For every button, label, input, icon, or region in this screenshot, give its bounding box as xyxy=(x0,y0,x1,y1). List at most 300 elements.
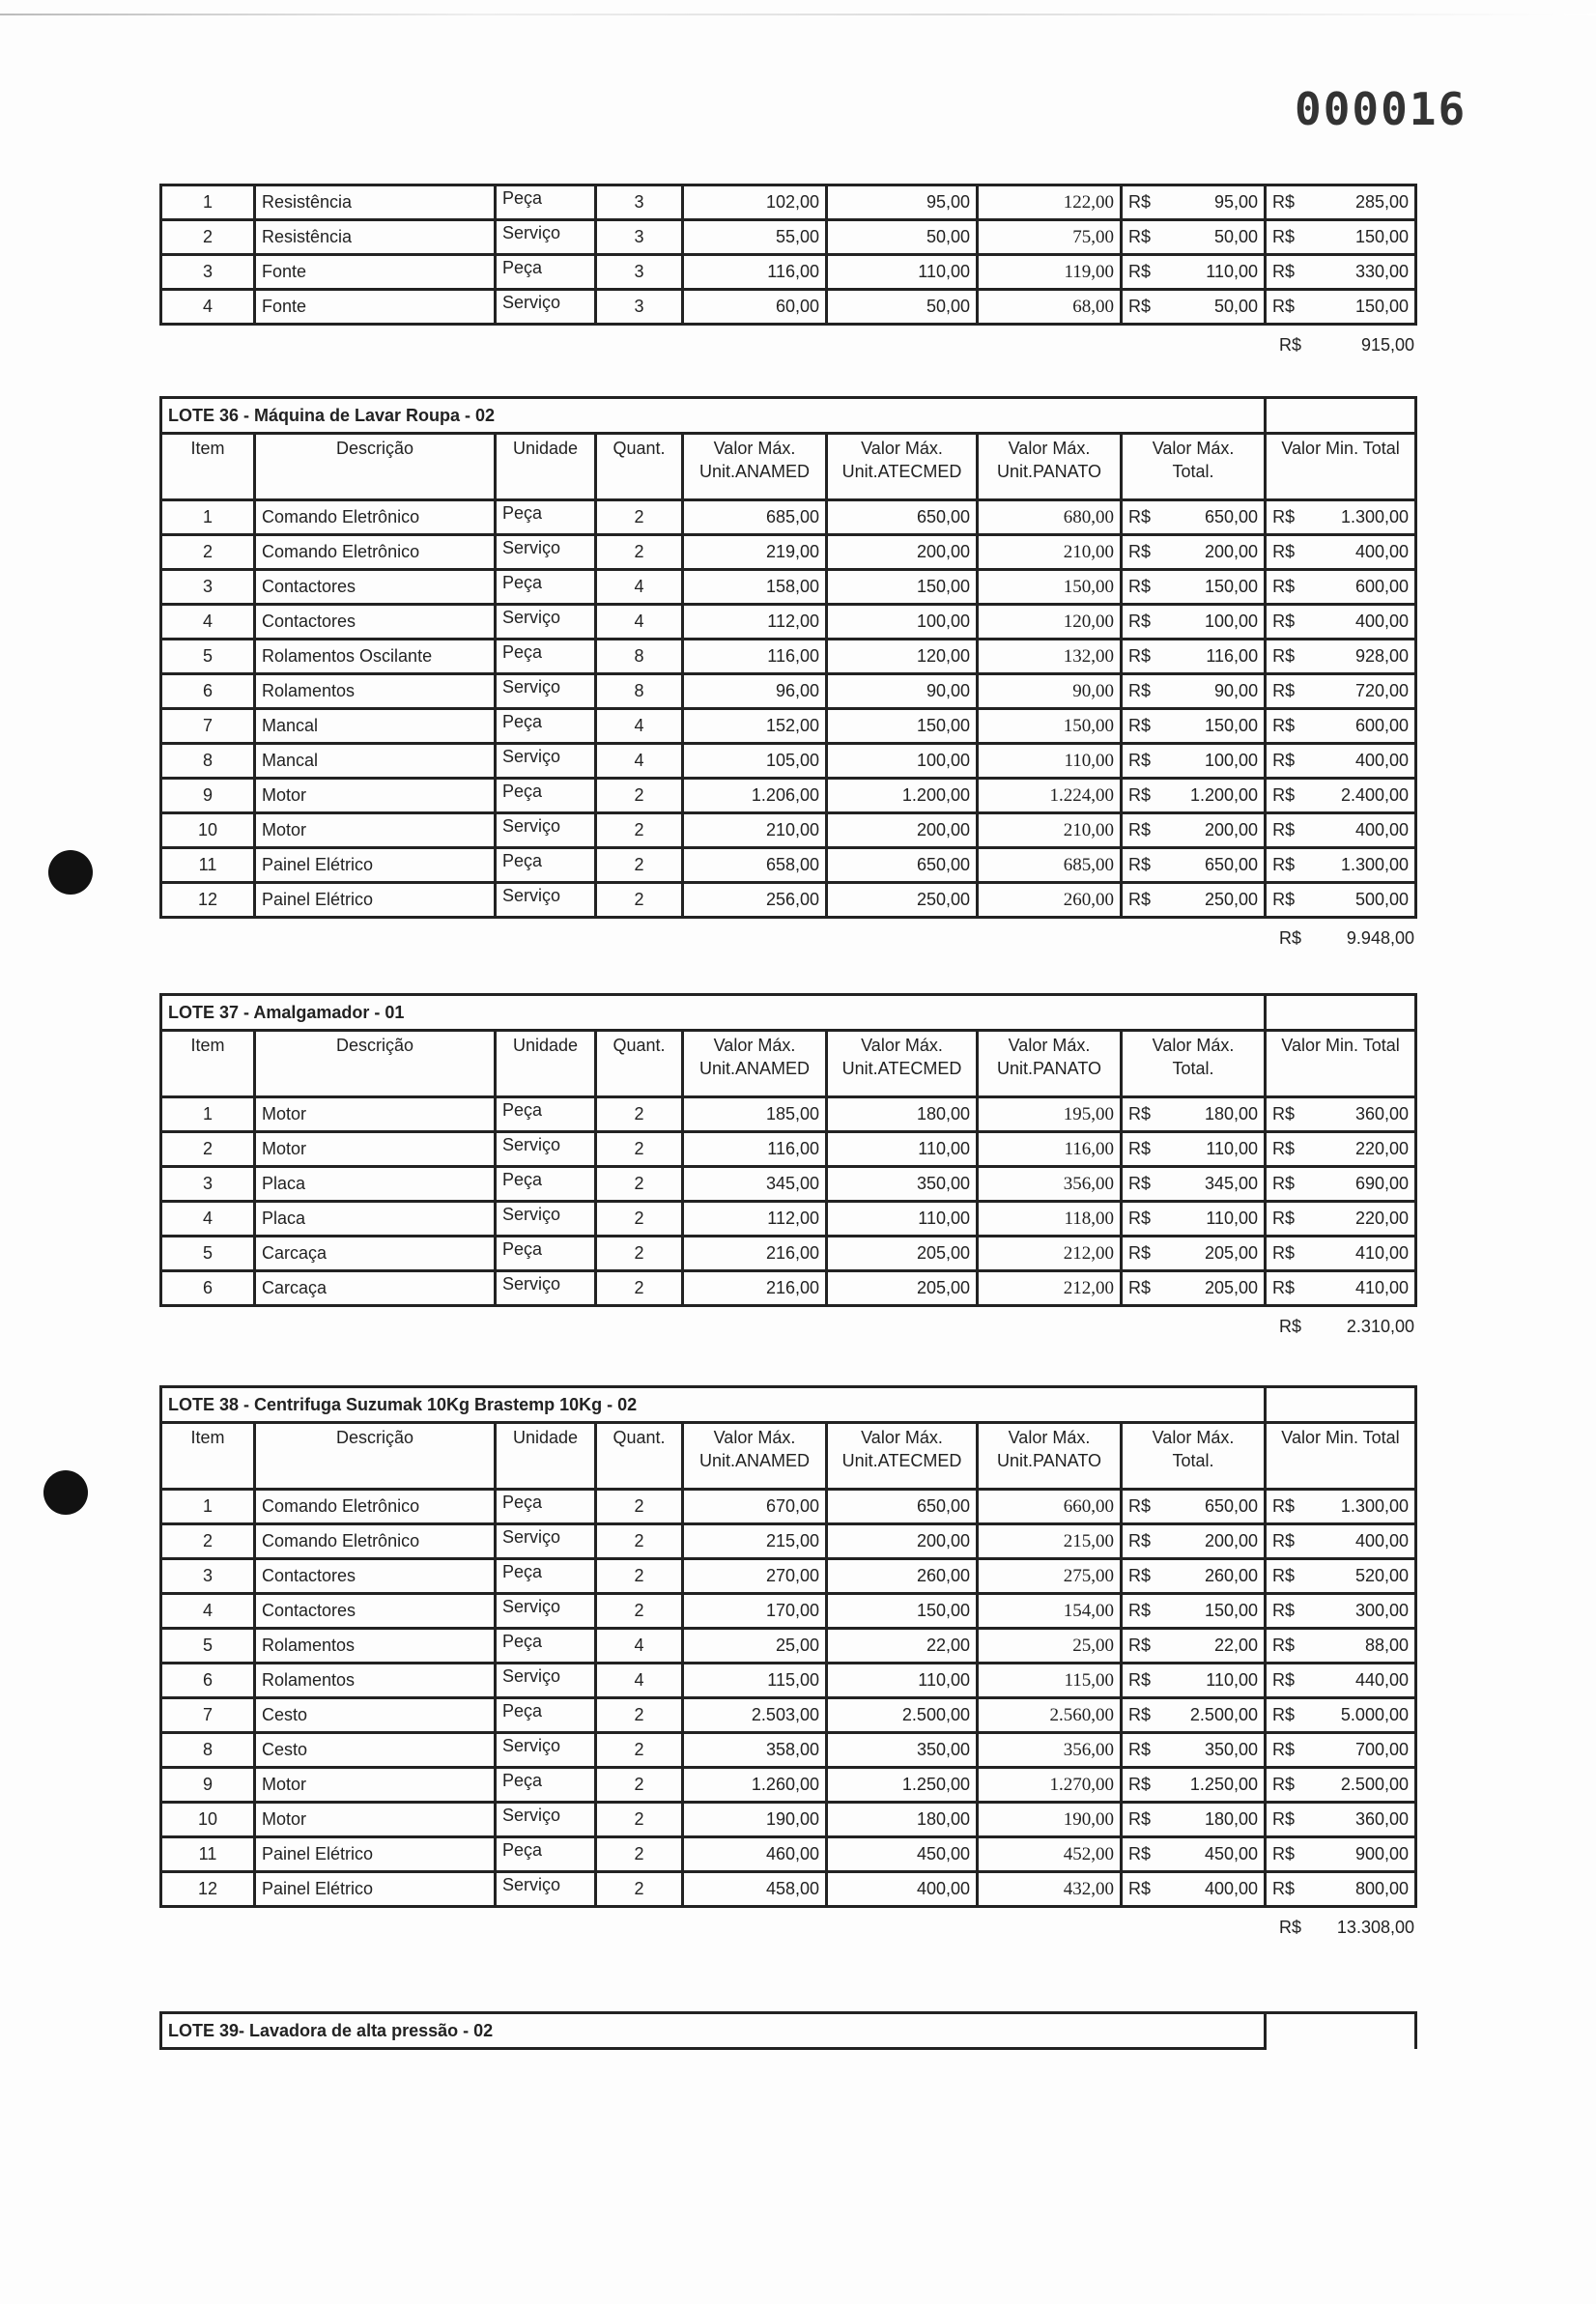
money xyxy=(1128,1278,1258,1298)
min-total-value: 520,00 xyxy=(1354,1566,1409,1585)
header-row xyxy=(161,1031,1416,1097)
currency-label: R$ xyxy=(1272,1174,1296,1193)
lote-table xyxy=(159,396,1417,919)
currency-label: R$ xyxy=(1128,855,1152,874)
max-total-value: 150,00 xyxy=(1205,716,1259,735)
money xyxy=(1272,1531,1409,1551)
panato-price-cell: 110,00 xyxy=(978,744,1122,779)
min-total-cell xyxy=(1266,1872,1416,1907)
atecmed-price-cell: 650,00 xyxy=(827,500,978,535)
lote-total xyxy=(1273,1307,1420,1337)
max-total-cell xyxy=(1122,1664,1266,1698)
panato-price-cell: 260,00 xyxy=(978,883,1122,918)
anamed-price-cell: 55,00 xyxy=(683,220,827,255)
table-row xyxy=(161,1733,1416,1768)
currency-label: R$ xyxy=(1128,1809,1152,1829)
max-total-value: 345,00 xyxy=(1204,1174,1259,1193)
max-total-value: 90,00 xyxy=(1214,681,1259,700)
quantity-cell: 2 xyxy=(596,1271,683,1306)
currency-label: R$ xyxy=(1128,1670,1152,1690)
description-cell: Contactores xyxy=(255,570,496,605)
min-total-cell xyxy=(1266,1594,1416,1629)
money xyxy=(1128,1496,1258,1517)
money xyxy=(1272,855,1409,875)
money xyxy=(1272,751,1409,771)
description-cell: Comando Eletrônico xyxy=(255,1524,496,1559)
table-row xyxy=(161,640,1416,674)
header-anamed-price: Valor Máx. Unit.ANAMED xyxy=(683,434,827,500)
money xyxy=(1272,716,1409,736)
min-total-cell xyxy=(1266,500,1416,535)
item-cell: 4 xyxy=(161,605,255,640)
currency-label: R$ xyxy=(1272,1705,1296,1724)
money xyxy=(1128,1879,1258,1899)
max-total-value: 150,00 xyxy=(1205,577,1259,596)
item-cell: 1 xyxy=(161,1490,255,1524)
currency-label: R$ xyxy=(1279,335,1302,355)
min-total-cell xyxy=(1266,813,1416,848)
currency-label: R$ xyxy=(1272,1601,1296,1620)
min-total-cell xyxy=(1266,185,1416,220)
currency-label: R$ xyxy=(1128,1531,1152,1550)
item-cell: 3 xyxy=(161,1167,255,1202)
currency-label: R$ xyxy=(1272,262,1296,281)
item-cell: 4 xyxy=(161,1594,255,1629)
currency-label: R$ xyxy=(1128,716,1152,735)
min-total-value: 410,00 xyxy=(1354,1278,1410,1297)
header-atecmed-price: Valor Máx. Unit.ATECMED xyxy=(827,1031,978,1097)
item-cell: 2 xyxy=(161,535,255,570)
unit-cell: Peça xyxy=(496,185,596,220)
quantity-cell: 3 xyxy=(596,290,683,325)
atecmed-price-cell: 50,00 xyxy=(827,290,978,325)
header-panato-price: Valor Máx. Unit.PANATO xyxy=(978,1423,1122,1490)
currency-label: R$ xyxy=(1272,820,1296,839)
currency-label: R$ xyxy=(1128,1566,1152,1585)
min-total-value: 700,00 xyxy=(1354,1740,1409,1759)
unit-cell: Peça xyxy=(496,779,596,813)
header-unit: Unidade xyxy=(496,1423,596,1490)
money xyxy=(1272,1775,1409,1795)
min-total-value: 88,00 xyxy=(1364,1636,1409,1655)
header-item: Item xyxy=(161,1423,255,1490)
item-cell: 11 xyxy=(161,848,255,883)
panato-price-cell: 75,00 xyxy=(978,220,1122,255)
unit-cell: Peça xyxy=(496,1629,596,1664)
atecmed-price-cell: 650,00 xyxy=(827,848,978,883)
min-total-value: 600,00 xyxy=(1355,716,1410,735)
quantity-cell: 2 xyxy=(596,848,683,883)
lote-title-row xyxy=(161,398,1416,434)
max-total-cell xyxy=(1122,605,1266,640)
min-total-cell xyxy=(1266,883,1416,918)
unit-cell: Serviço xyxy=(496,535,596,570)
max-total-value: 1.250,00 xyxy=(1189,1775,1258,1794)
quantity-cell: 2 xyxy=(596,1733,683,1768)
money xyxy=(1128,227,1258,247)
table-row xyxy=(161,605,1416,640)
header-min-total: Valor Min. Total xyxy=(1266,1031,1416,1097)
description-cell: Contactores xyxy=(255,1594,496,1629)
max-total-cell xyxy=(1122,220,1266,255)
table-row xyxy=(161,1237,1416,1271)
max-total-cell xyxy=(1122,1132,1266,1167)
lote-total-value: 13.308,00 xyxy=(1336,1918,1414,1937)
quantity-cell: 4 xyxy=(596,709,683,744)
currency-label: R$ xyxy=(1272,1104,1296,1124)
min-total-cell xyxy=(1266,1167,1416,1202)
item-cell: 2 xyxy=(161,1524,255,1559)
currency-label: R$ xyxy=(1272,297,1296,316)
money xyxy=(1128,297,1258,317)
max-total-value: 100,00 xyxy=(1205,751,1259,770)
item-cell: 2 xyxy=(161,220,255,255)
lote-total-value: 9.948,00 xyxy=(1346,928,1414,948)
panato-price-cell: 275,00 xyxy=(978,1559,1122,1594)
atecmed-price-cell: 260,00 xyxy=(827,1559,978,1594)
max-total-cell xyxy=(1122,570,1266,605)
min-total-cell xyxy=(1266,220,1416,255)
panato-price-cell: 452,00 xyxy=(978,1837,1122,1872)
panato-price-cell: 25,00 xyxy=(978,1629,1122,1664)
min-total-value: 220,00 xyxy=(1354,1209,1410,1228)
item-cell: 9 xyxy=(161,1768,255,1803)
lote-table xyxy=(159,184,1417,326)
currency-label: R$ xyxy=(1128,1496,1152,1516)
header-quantity: Quant. xyxy=(596,1423,683,1490)
max-total-cell xyxy=(1122,1202,1266,1237)
anamed-price-cell: 96,00 xyxy=(683,674,827,709)
money xyxy=(1272,1809,1409,1830)
unit-cell: Peça xyxy=(496,1837,596,1872)
lote-38-section xyxy=(159,1385,1420,1938)
max-total-cell xyxy=(1122,813,1266,848)
max-total-cell xyxy=(1122,1768,1266,1803)
table-row xyxy=(161,220,1416,255)
currency-label: R$ xyxy=(1128,1174,1152,1193)
currency-label: R$ xyxy=(1128,1209,1152,1228)
description-cell: Contactores xyxy=(255,1559,496,1594)
money xyxy=(1128,1844,1258,1864)
atecmed-price-cell: 450,00 xyxy=(827,1837,978,1872)
min-total-value: 720,00 xyxy=(1355,681,1410,700)
unit-cell: Serviço xyxy=(496,883,596,918)
description-cell: Resistência xyxy=(255,220,496,255)
quantity-cell: 4 xyxy=(596,1629,683,1664)
max-total-cell xyxy=(1122,1698,1266,1733)
atecmed-price-cell: 150,00 xyxy=(827,570,978,605)
min-total-value: 440,00 xyxy=(1354,1670,1409,1690)
unit-cell: Peça xyxy=(496,1559,596,1594)
min-total-cell xyxy=(1266,290,1416,325)
min-total-value: 928,00 xyxy=(1355,646,1410,666)
panato-price-cell: 115,00 xyxy=(978,1664,1122,1698)
money xyxy=(1272,1670,1409,1691)
min-total-cell xyxy=(1266,1698,1416,1733)
header-description: Descrição xyxy=(255,1423,496,1490)
atecmed-price-cell: 110,00 xyxy=(827,1202,978,1237)
item-cell: 3 xyxy=(161,255,255,290)
unit-cell: Serviço xyxy=(496,813,596,848)
currency-label: R$ xyxy=(1279,1317,1302,1336)
table-row xyxy=(161,883,1416,918)
description-cell: Fonte xyxy=(255,290,496,325)
currency-label: R$ xyxy=(1272,1740,1296,1759)
currency-label: R$ xyxy=(1128,1775,1152,1794)
min-total-cell xyxy=(1266,1202,1416,1237)
max-total-cell xyxy=(1122,1837,1266,1872)
atecmed-price-cell: 2.500,00 xyxy=(827,1698,978,1733)
anamed-price-cell: 670,00 xyxy=(683,1490,827,1524)
atecmed-price-cell: 400,00 xyxy=(827,1872,978,1907)
currency-label: R$ xyxy=(1272,1243,1296,1263)
min-total-value: 900,00 xyxy=(1354,1844,1409,1863)
quantity-cell: 2 xyxy=(596,1594,683,1629)
anamed-price-cell: 185,00 xyxy=(683,1097,827,1132)
description-cell: Carcaça xyxy=(255,1237,496,1271)
money xyxy=(1128,1209,1258,1229)
anamed-price-cell: 270,00 xyxy=(683,1559,827,1594)
lote-total xyxy=(1273,1908,1420,1938)
min-total-cell xyxy=(1266,1490,1416,1524)
currency-label: R$ xyxy=(1128,1844,1152,1863)
max-total-cell xyxy=(1122,1594,1266,1629)
max-total-cell xyxy=(1122,1803,1266,1837)
max-total-value: 110,00 xyxy=(1206,1670,1258,1690)
min-total-value: 2.400,00 xyxy=(1341,785,1410,805)
description-cell: Motor xyxy=(255,1768,496,1803)
description-cell: Comando Eletrônico xyxy=(255,500,496,535)
header-max-total: Valor Máx. Total. xyxy=(1122,1423,1266,1490)
panato-price-cell: 660,00 xyxy=(978,1490,1122,1524)
money xyxy=(1128,751,1258,771)
description-cell: Painel Elétrico xyxy=(255,1837,496,1872)
min-total-value: 5.000,00 xyxy=(1340,1705,1409,1724)
lote-table xyxy=(159,993,1417,1307)
panato-price-cell: 90,00 xyxy=(978,674,1122,709)
atecmed-price-cell: 350,00 xyxy=(827,1733,978,1768)
currency-label: R$ xyxy=(1272,1844,1296,1863)
table-row xyxy=(161,779,1416,813)
money xyxy=(1272,681,1409,701)
money xyxy=(1128,612,1258,632)
min-total-cell xyxy=(1266,674,1416,709)
item-cell: 6 xyxy=(161,1664,255,1698)
item-cell: 6 xyxy=(161,1271,255,1306)
unit-cell: Serviço xyxy=(496,1524,596,1559)
min-total-cell xyxy=(1266,1768,1416,1803)
currency-label: R$ xyxy=(1272,1879,1296,1898)
anamed-price-cell: 116,00 xyxy=(683,1132,827,1167)
anamed-price-cell: 105,00 xyxy=(683,744,827,779)
panato-price-cell: 154,00 xyxy=(978,1594,1122,1629)
currency-label: R$ xyxy=(1272,785,1296,805)
quantity-cell: 8 xyxy=(596,674,683,709)
table-row xyxy=(161,290,1416,325)
item-cell: 4 xyxy=(161,1202,255,1237)
min-total-value: 400,00 xyxy=(1355,820,1410,839)
max-total-value: 150,00 xyxy=(1204,1601,1258,1620)
table-row xyxy=(161,1872,1416,1907)
panato-price-cell: 212,00 xyxy=(978,1271,1122,1306)
header-max-total: Valor Máx. Total. xyxy=(1122,434,1266,500)
item-cell: 5 xyxy=(161,640,255,674)
money xyxy=(1128,1139,1258,1159)
description-cell: Comando Eletrônico xyxy=(255,535,496,570)
header-min-total: Valor Min. Total xyxy=(1266,1423,1416,1490)
max-total-value: 200,00 xyxy=(1205,820,1259,839)
quantity-cell: 2 xyxy=(596,1132,683,1167)
description-cell: Rolamentos xyxy=(255,674,496,709)
atecmed-price-cell: 110,00 xyxy=(827,1664,978,1698)
atecmed-price-cell: 1.250,00 xyxy=(827,1768,978,1803)
min-total-value: 600,00 xyxy=(1355,577,1410,596)
table-row xyxy=(161,535,1416,570)
atecmed-price-cell: 180,00 xyxy=(827,1097,978,1132)
min-total-value: 690,00 xyxy=(1354,1174,1410,1193)
anamed-price-cell: 152,00 xyxy=(683,709,827,744)
description-cell: Carcaça xyxy=(255,1271,496,1306)
unit-cell: Serviço xyxy=(496,1132,596,1167)
atecmed-price-cell: 250,00 xyxy=(827,883,978,918)
quantity-cell: 2 xyxy=(596,1097,683,1132)
money xyxy=(1128,1809,1258,1830)
unit-cell: Peça xyxy=(496,1237,596,1271)
currency-label: R$ xyxy=(1272,855,1296,874)
panato-price-cell: 120,00 xyxy=(978,605,1122,640)
unit-cell: Peça xyxy=(496,1698,596,1733)
min-total-cell xyxy=(1266,570,1416,605)
money xyxy=(1272,820,1409,840)
lote-39-section xyxy=(159,2011,1417,2050)
atecmed-price-cell: 350,00 xyxy=(827,1167,978,1202)
max-total-cell xyxy=(1122,1097,1266,1132)
description-cell: Rolamentos xyxy=(255,1629,496,1664)
header-panato-price: Valor Máx. Unit.PANATO xyxy=(978,1031,1122,1097)
min-total-cell xyxy=(1266,1132,1416,1167)
description-cell: Cesto xyxy=(255,1733,496,1768)
unit-cell: Serviço xyxy=(496,1202,596,1237)
currency-label: R$ xyxy=(1272,1809,1296,1829)
money xyxy=(1272,507,1409,527)
unit-cell: Peça xyxy=(496,1097,596,1132)
item-cell: 2 xyxy=(161,1132,255,1167)
lote-continuation-section xyxy=(159,184,1420,356)
currency-label: R$ xyxy=(1272,890,1296,909)
min-total-cell xyxy=(1266,744,1416,779)
atecmed-price-cell: 100,00 xyxy=(827,605,978,640)
panato-price-cell: 685,00 xyxy=(978,848,1122,883)
unit-cell: Serviço xyxy=(496,1733,596,1768)
unit-cell: Serviço xyxy=(496,1271,596,1306)
max-total-value: 2.500,00 xyxy=(1189,1705,1258,1724)
currency-label: R$ xyxy=(1128,192,1152,212)
max-total-cell xyxy=(1122,1629,1266,1664)
max-total-cell xyxy=(1122,1524,1266,1559)
currency-label: R$ xyxy=(1272,542,1296,561)
item-cell: 6 xyxy=(161,674,255,709)
title-blank-cell xyxy=(1266,1387,1416,1423)
unit-cell: Serviço xyxy=(496,290,596,325)
description-cell: Resistência xyxy=(255,185,496,220)
panato-price-cell: 1.270,00 xyxy=(978,1768,1122,1803)
min-total-cell xyxy=(1266,1097,1416,1132)
table-row xyxy=(161,848,1416,883)
max-total-cell xyxy=(1122,290,1266,325)
header-row xyxy=(161,434,1416,500)
money xyxy=(1272,192,1409,213)
max-total-value: 260,00 xyxy=(1204,1566,1258,1585)
currency-label: R$ xyxy=(1272,1139,1296,1158)
lote-total xyxy=(1273,326,1420,356)
min-total-value: 400,00 xyxy=(1354,1531,1409,1550)
description-cell: Painel Elétrico xyxy=(255,848,496,883)
currency-label: R$ xyxy=(1272,1670,1296,1690)
table-row xyxy=(161,1803,1416,1837)
max-total-value: 650,00 xyxy=(1204,1496,1258,1516)
panato-price-cell: 1.224,00 xyxy=(978,779,1122,813)
anamed-price-cell: 216,00 xyxy=(683,1271,827,1306)
money xyxy=(1128,1601,1258,1621)
atecmed-price-cell: 650,00 xyxy=(827,1490,978,1524)
min-total-value: 400,00 xyxy=(1355,751,1410,770)
anamed-price-cell: 216,00 xyxy=(683,1237,827,1271)
currency-label: R$ xyxy=(1272,1278,1296,1297)
money xyxy=(1272,297,1409,317)
quantity-cell: 2 xyxy=(596,1698,683,1733)
max-total-cell xyxy=(1122,640,1266,674)
atecmed-price-cell: 110,00 xyxy=(827,255,978,290)
min-total-cell xyxy=(1266,1559,1416,1594)
currency-label: R$ xyxy=(1128,542,1152,561)
atecmed-price-cell: 50,00 xyxy=(827,220,978,255)
unit-cell: Serviço xyxy=(496,744,596,779)
panato-price-cell: 195,00 xyxy=(978,1097,1122,1132)
max-total-cell xyxy=(1122,1872,1266,1907)
currency-label: R$ xyxy=(1272,1531,1296,1550)
anamed-price-cell: 115,00 xyxy=(683,1664,827,1698)
atecmed-price-cell: 205,00 xyxy=(827,1237,978,1271)
quantity-cell: 2 xyxy=(596,779,683,813)
money xyxy=(1128,1243,1258,1264)
description-cell: Motor xyxy=(255,779,496,813)
money xyxy=(1128,1636,1258,1656)
currency-label: R$ xyxy=(1128,1139,1152,1158)
max-total-value: 50,00 xyxy=(1213,297,1258,316)
unit-cell: Peça xyxy=(496,640,596,674)
money xyxy=(1128,1740,1258,1760)
description-cell: Motor xyxy=(255,1097,496,1132)
unit-cell: Peça xyxy=(496,1490,596,1524)
table-row xyxy=(161,1664,1416,1698)
currency-label: R$ xyxy=(1272,716,1296,735)
anamed-price-cell: 102,00 xyxy=(683,185,827,220)
money xyxy=(1128,1705,1258,1725)
money xyxy=(1128,1670,1258,1691)
max-total-value: 116,00 xyxy=(1206,646,1259,666)
item-cell: 8 xyxy=(161,744,255,779)
anamed-price-cell: 116,00 xyxy=(683,255,827,290)
table-row xyxy=(161,570,1416,605)
quantity-cell: 3 xyxy=(596,220,683,255)
panato-price-cell: 190,00 xyxy=(978,1803,1122,1837)
panato-price-cell: 432,00 xyxy=(978,1872,1122,1907)
max-total-value: 110,00 xyxy=(1206,1139,1259,1158)
max-total-cell xyxy=(1122,674,1266,709)
item-cell: 4 xyxy=(161,290,255,325)
max-total-value: 450,00 xyxy=(1204,1844,1258,1863)
currency-label: R$ xyxy=(1128,297,1152,316)
